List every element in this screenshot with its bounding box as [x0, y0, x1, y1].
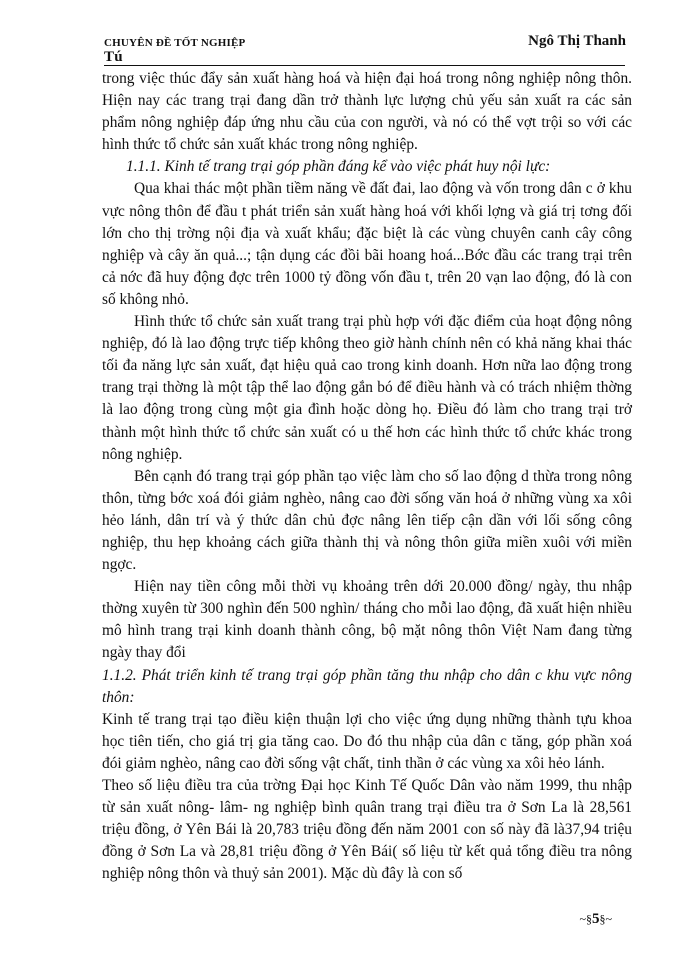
section-heading-1-1-2: 1.1.2. Phát triển kinh tế trang trại góp phần tăng thu nhập cho dân c khu vực nông thôn: — [102, 666, 632, 706]
header-title-continuation: Tú — [104, 49, 123, 65]
document-body — [102, 68, 632, 885]
header-title-text: CHUYÊN ĐỀ TỐT NGHIỆP — [104, 37, 246, 49]
page-number: 5 — [592, 911, 600, 927]
page-number-ornament — [580, 911, 613, 928]
paragraph: Qua khai thác một phần tiềm năng về đất đai, lao động và vốn trong dân c ở khu vực nông thôn để đầu t phát triển sản xuất hàng hoá với khối lợng và giá trị tơng đối lớn cho thị trờng nội địa và xuất khẩu; đặc biệt là các vùng chuyên canh cây công nghiệp và cây ăn quả...; tận dụng các đồi bãi hoang hoá...Bớc đầu các trang trại trên cả nớc đã huy động đợc trên 1000 tỷ đồng vốn đầu t, trên 20 vạn lao động, đó là con số không nhỏ. — [102, 180, 632, 308]
paragraph: Hình thức tổ chức sản xuất trang trại phù hợp với đặc điểm của hoạt động nông nghiệp, đó là lao động trực tiếp không theo giờ hành chính nên có khả năng khai thác tối đa năng lực sản xuất, đạt hiệu quả cao trong kinh doanh. Hơn nữa lao động trong trang trại thờng là một tập thể lao động gắn bó để điều hành và có trách nhiệm thờng là lao động trong cùng một gia đình hoặc dòng họ. Điều đó làm cho trang trại trở thành một hình thức tổ chức sản xuất có u thế hơn các hình thức tổ chức khác trong nông nghiệp. — [102, 313, 632, 463]
paragraph: Theo số liệu điều tra của trờng Đại học Kinh Tế Quốc Dân vào năm 1999, thu nhập từ sản xuất nông- lâm- ng nghiệp bình quân trang trại điều tra ở Sơn La là 28,561 triệu đồng, ở Yên Bái là 20,783 triệu đồng đến năm 2001 con số này đã là37,94 triệu đồng ở Sơn La và 28,81 triệu đồng ở Yên Bái( số liệu từ kết quả tổng điều tra nông nghiệp nông thôn và thuỷ sản 2001). Mặc dù đây là con số — [102, 777, 632, 883]
header-rule — [104, 65, 625, 66]
paragraph: Hiện nay tiền công mỗi thời vụ khoảng trên dới 20.000 đồng/ ngày, thu nhập thờng xuyên từ 300 nghìn đến 500 nghìn/ tháng cho mỗi lao động, đã xuất hiện nhiều mô hình trang trại kinh doanh thành công, bộ mặt nông thôn Việt Nam đang từng ngày thay đổi — [102, 578, 632, 662]
header-author: Ngô Thị Thanh — [528, 33, 626, 49]
header-title — [104, 37, 245, 65]
ornament-right-icon: §~ — [599, 912, 612, 926]
paragraph: Bên cạnh đó trang trại góp phần tạo việc làm cho số lao động d thừa trong nông thôn, từng bớc xoá đói giảm nghèo, nâng cao đời sống văn hoá ở những vùng xa xôi hẻo lánh, dân trí và ý thức dân chủ đợc nâng lên tiếp cận dần với lối sống công nghiệp, thu hẹp khoảng cách giữa thành thị và nông thôn giữa miền xuôi với miền ngợc. — [102, 467, 632, 574]
paragraph: Kinh tế trang trại tạo điều kiện thuận lợi cho việc ứng dụng những thành tựu khoa học tiên tiến, cho giá trị gia tăng cao. Do đó thu nhập của dân c tăng, góp phần xoá đói giảm nghèo, nâng cao đời sống vật chất, tinh thần ở các vùng xa xôi hẻo lánh. — [102, 710, 632, 772]
section-heading-1-1-1: 1.1.1. Kinh tế trang trại góp phần đáng kể vào việc phát huy nội lực: — [126, 158, 551, 176]
ornament-left-icon: ~§ — [579, 912, 592, 926]
paragraph-intro: trong việc thúc đẩy sản xuất hàng hoá và hiện đại hoá trong nông nghiệp nông thôn. Hiện nay các trang trại đang dần trở thành lực lượng chủ yếu sản xuất ra các sản phẩm nông nghiệp đáp ứng nhu cầu của con người, và nó có thể vợt trội so với các hình thức tổ chức sản xuất khác trong nông nghiệp. — [102, 70, 632, 154]
